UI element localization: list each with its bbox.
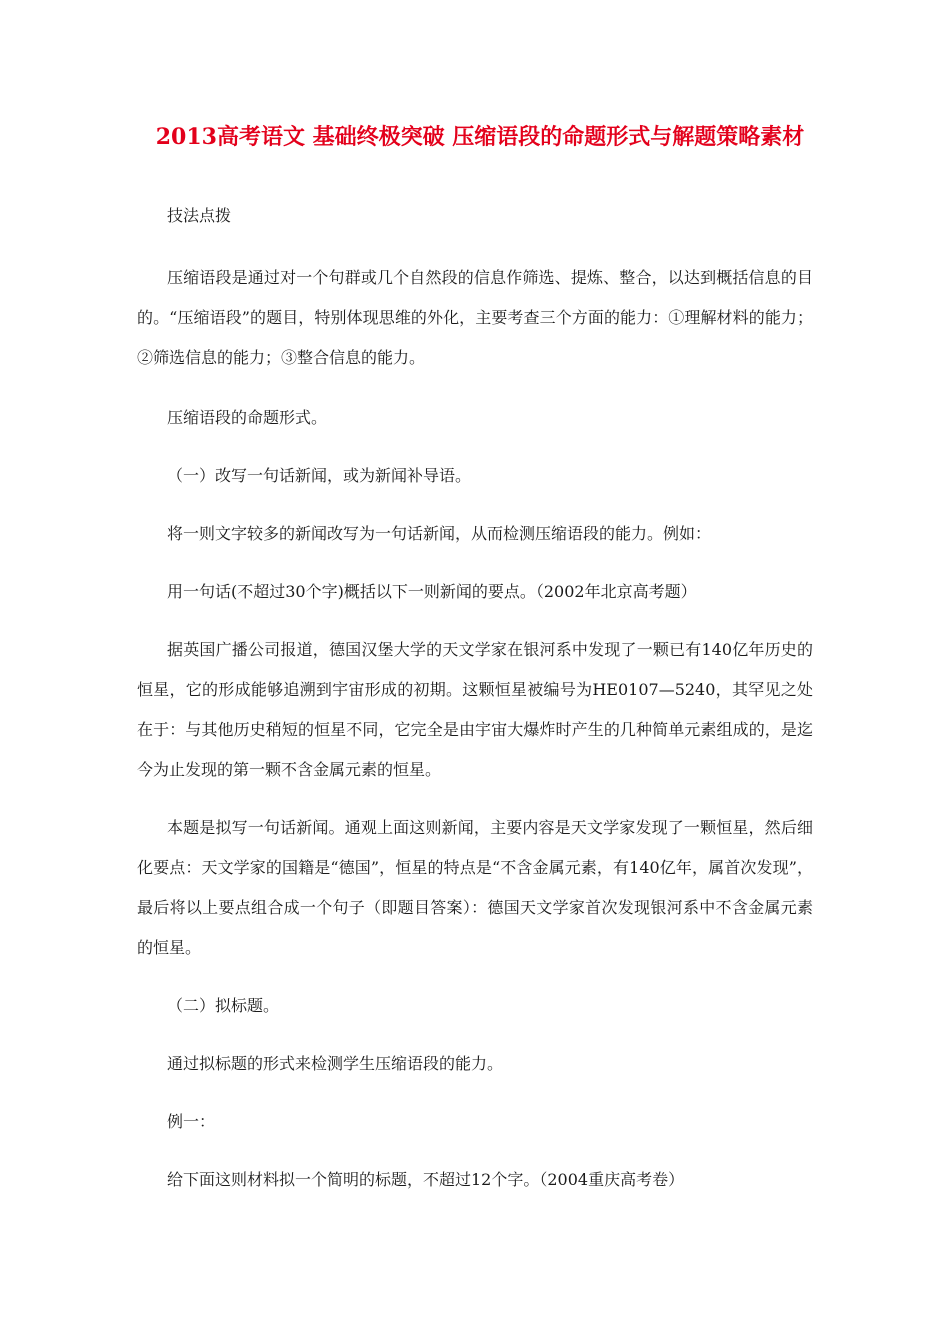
paragraph-section-one: （一）改写一句话新闻，或为新闻补导语。: [167, 466, 472, 485]
paragraph-question-forms: 压缩语段的命题形式。: [167, 408, 328, 427]
paragraph-rewrite-news: 将一则文字较多的新闻改写为一句话新闻，从而检测压缩语段的能力。例如：: [167, 524, 712, 543]
paragraph-technique-tips: 技法点拨: [167, 206, 232, 225]
document-title: 2013高考语文 基础终极突破 压缩语段的命题形式与解题策略素材: [155, 124, 805, 150]
paragraph-news-material: 据英国广播公司报道，德国汉堡大学的天文学家在银河系中发现了一颗已有140亿年历史的恒星，它的形成能够追溯到宇宙形成的初期。这颗恒星被编号为HE0107—5240，其罕见之处在于：与其他历史稍短的恒星不同，它完全是由宇宙大爆炸时产生的几种简单元素组成的，是迄今为止发现的第一颗不含金属元素的恒星。: [137, 640, 813, 779]
paragraph-title-method: 通过拟标题的形式来检测学生压缩语段的能力。: [167, 1054, 504, 1073]
paragraph-title-question: 给下面这则材料拟一个简明的标题，不超过12个字。（2004重庆高考卷）: [167, 1170, 685, 1189]
paragraph-analysis: 本题是拟写一句话新闻。通观上面这则新闻，主要内容是天文学家发现了一颗恒星，然后细化要点：天文学家的国籍是“德国”，恒星的特点是“不含金属元素，有140亿年，属首次发现”，最后将以上要点组合成一个句子（即题目答案）：德国天文学家首次发现银河系中不含金属元素的恒星。: [137, 818, 813, 957]
paragraph-section-two: （二）拟标题。: [167, 996, 280, 1015]
paragraph-example-one: 例一：: [167, 1112, 216, 1131]
paragraph-example-question: 用一句话(不超过30个字)概括以下一则新闻的要点。（2002年北京高考题）: [167, 582, 697, 601]
document-body: [137, 196, 813, 1200]
paragraph-definition: 压缩语段是通过对一个句群或几个自然段的信息作筛选、提炼、整合，以达到概括信息的目的。“压缩语段”的题目，特别体现思维的外化，主要考查三个方面的能力：①理解材料的能力；②筛选信息的能力；③整合信息的能力。: [137, 268, 813, 367]
